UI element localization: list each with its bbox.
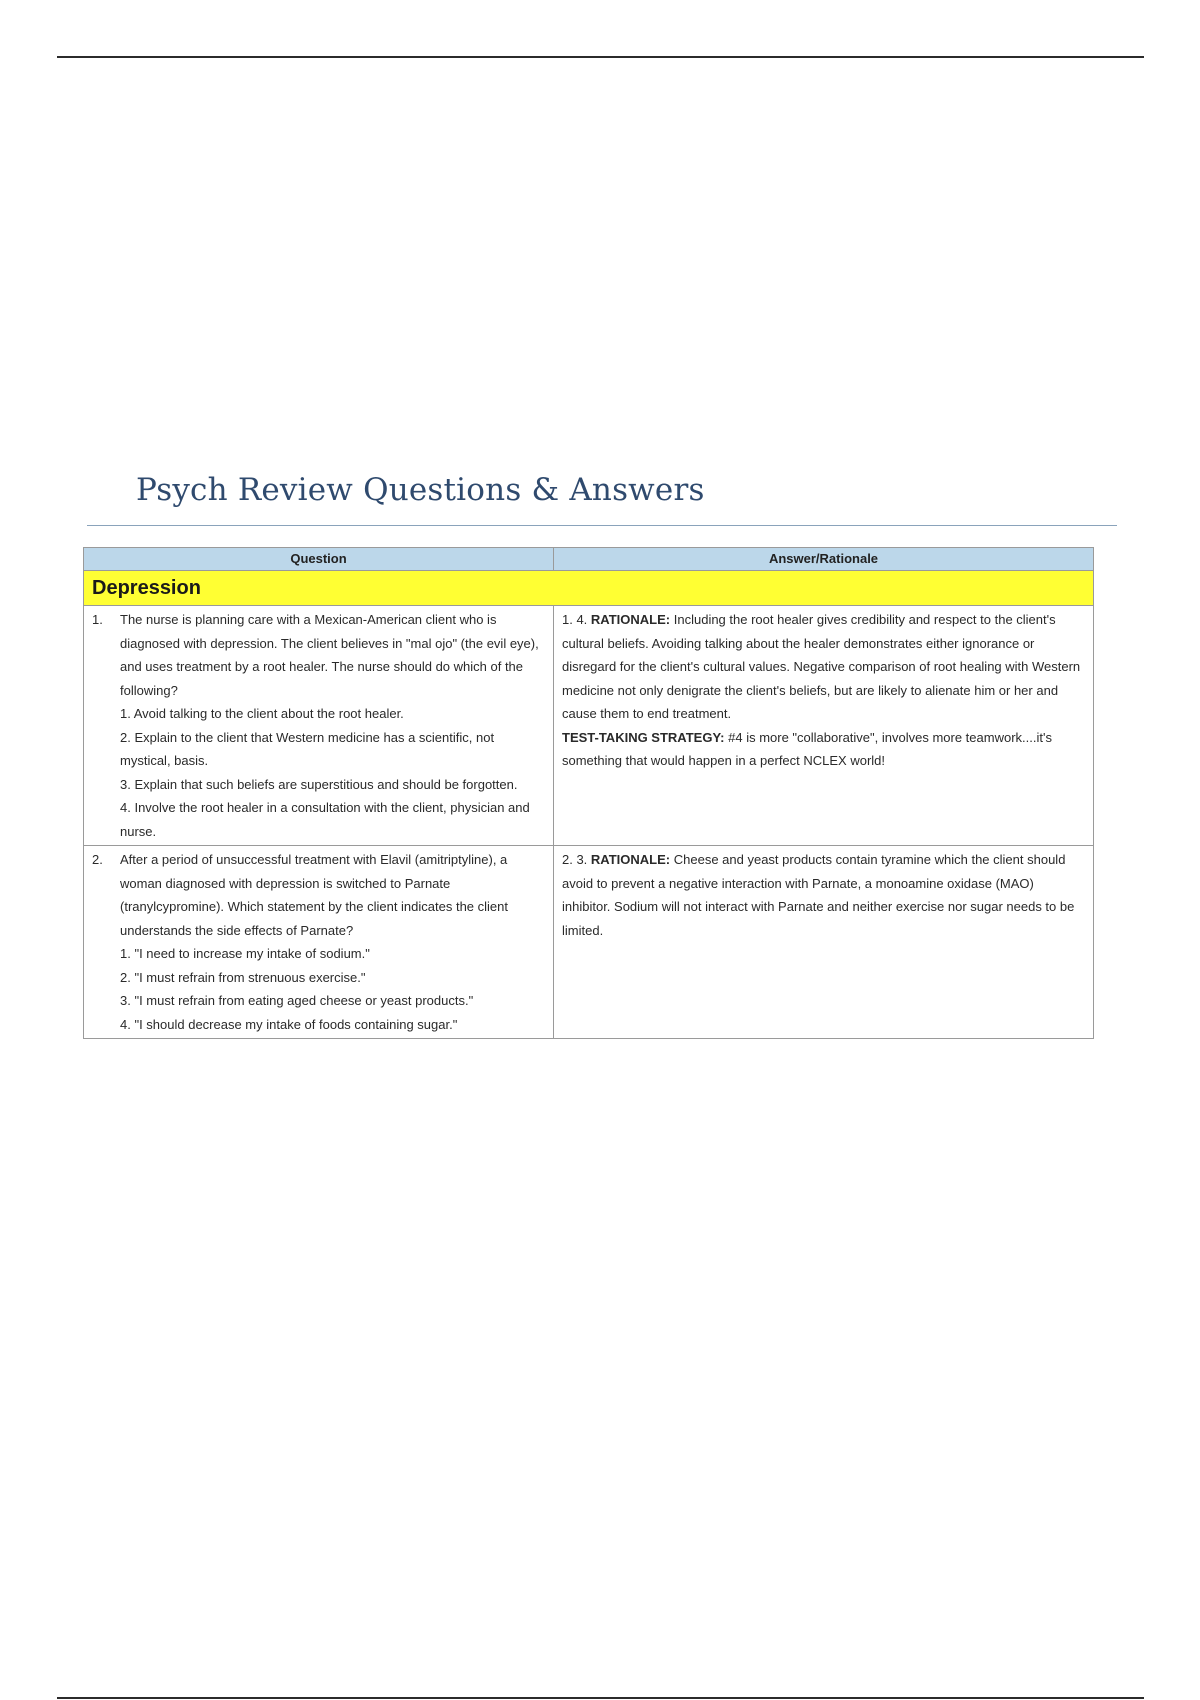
answer-option: 3. Explain that such beliefs are superstitious and should be forgotten.: [120, 776, 518, 792]
question-number: 2.: [92, 852, 103, 867]
table-header-row: [84, 548, 1094, 571]
question-number: 1.: [92, 612, 103, 627]
answer-option: 4. Involve the root healer in a consultation with the client, physician and nurse.: [120, 800, 530, 839]
rationale-label: RATIONALE:: [590, 852, 671, 867]
table-row: [84, 846, 1094, 1039]
question-cell: [84, 846, 554, 1039]
table-row: [84, 606, 1094, 846]
answer-key: 2. 3.: [562, 852, 588, 867]
strategy-label: TEST-TAKING STRATEGY:: [562, 729, 725, 745]
question-stem: The nurse is planning care with a Mexican-American client who is diagnosed with depression. The client believes in "mal ojo" (the evil eye), and uses treatment by a root healer. The nurse should do which of the following?: [120, 612, 539, 698]
answer-option: 2. Explain to the client that Western medicine has a scientific, not mystical, basis.: [120, 729, 495, 768]
rationale-label: RATIONALE:: [590, 612, 671, 627]
title-underline: [87, 525, 1117, 526]
answer-option: 2. "I must refrain from strenuous exercise.": [120, 969, 366, 985]
section-row: [84, 571, 1094, 606]
answer-key: 1. 4.: [562, 612, 588, 627]
question-stem: After a period of unsuccessful treatment with Elavil (amitriptyline), a woman diagnosed with depression is switched to Parnate (tranylcypromine). Which statement by the client indicates the client understands the side effects of Parnate?: [120, 852, 509, 938]
strategy-text: #4 is more "collaborative", involves more teamwork....it's something that would happen in a perfect NCLEX world!: [562, 729, 1052, 768]
rationale-text: Including the root healer gives credibility and respect to the client's cultural beliefs. Avoiding talking about the healer demonstrates either ignorance or disregard for the client's cultural values. Negative comparison of root healing with Western medicine not only denigrate the client's beliefs, but are likely to alienate him or her and cause them to end treatment.: [562, 612, 1081, 721]
answer-option: 1. Avoid talking to the client about the root healer.: [120, 706, 404, 721]
question-cell: [84, 606, 554, 846]
answer-cell: [554, 846, 1094, 1039]
page-top-rule: [57, 56, 1144, 58]
answer-column-header: Answer/Rationale: [554, 548, 1094, 571]
page-bottom-rule: [57, 1697, 1144, 1699]
question-column-header: Question: [84, 548, 554, 571]
answer-option: 3. "I must refrain from eating aged cheese or yeast products.": [120, 993, 474, 1008]
section-heading: Depression: [84, 571, 1094, 606]
answer-option: 1. "I need to increase my intake of sodium.": [120, 946, 370, 961]
document-title: Psych Review Questions & Answers: [136, 472, 705, 508]
qa-table: [83, 547, 1094, 1039]
answer-option: 4. "I should decrease my intake of foods containing sugar.": [120, 1016, 458, 1032]
rationale-text: Cheese and yeast products contain tyramine which the client should avoid to prevent a negative interaction with Parnate, a monoamine oxidase (MAO) inhibitor. Sodium will not interact with Parnate and neither exercise nor sugar needs to be limited.: [562, 852, 1075, 938]
answer-cell: [554, 606, 1094, 846]
